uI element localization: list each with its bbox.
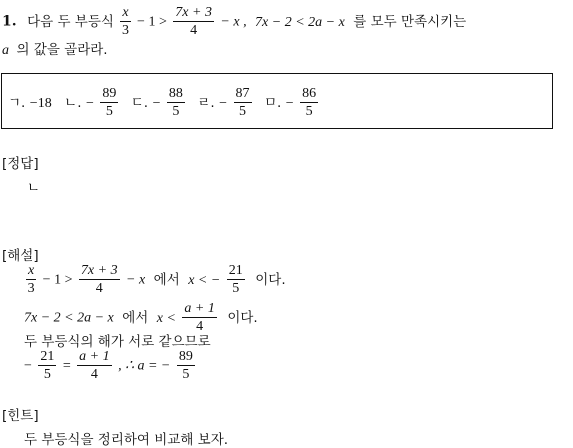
hint-header: [힌트] — [2, 408, 39, 424]
problem-line-2 — [2, 38, 108, 59]
ineq1-right-fraction: $\frac{7x + 3}{4}$ — [175, 5, 212, 38]
answer-header: [정답] — [2, 156, 39, 172]
ineq1-middle: − 1 > — [137, 14, 167, 30]
problem-line-1 — [2, 4, 466, 39]
choice-4: ㄹ. − $\frac{87}{5}$ — [197, 86, 250, 119]
problem-var-a: a — [2, 43, 9, 58]
problem-number: 1. — [2, 13, 17, 30]
ineq2: 7x − 2 < 2a − x — [255, 14, 345, 30]
solution-line-2: 7x − 2 < 2a − x 에서 x < $\frac{a + 1}{4}$ 이다. — [24, 301, 258, 334]
solution-line-3: 두 부등식의 해가 서로 같으므로 — [24, 334, 211, 350]
problem-ask-1: 를 모두 만족시키는 — [353, 13, 467, 30]
problem-ask-2: 의 값을 골라라. — [16, 42, 108, 58]
problem-lead: 다음 두 부등식 — [27, 13, 114, 30]
choice-2: ㄴ. − $\frac{89}{5}$ — [64, 86, 117, 119]
answer-value: ㄴ — [27, 180, 41, 196]
choices-row — [8, 85, 320, 120]
solution-line-1: $\frac{x}{3}$ − 1 > $\frac{7x + 3}{4}$ − x 에서 x < − $\frac{21}{5}$ 이다. — [27, 263, 286, 296]
choice-3: ㄷ. − $\frac{88}{5}$ — [130, 86, 183, 119]
ineq1-left-fraction: $\frac{x}{3}$ — [121, 5, 129, 38]
solution-header: [해설] — [2, 248, 39, 264]
ineq1-tail: − x , — [220, 14, 247, 30]
solution-line-4: − $\frac{21}{5}$ = $\frac{a + 1}{4}$ , ∴ a = − $\frac{89}{5}$ — [24, 349, 193, 382]
hint-text: 두 부등식을 정리하여 비교해 보자. — [24, 432, 229, 448]
choice-5: ㅁ. − $\frac{86}{5}$ — [263, 86, 317, 119]
choice-1: ㄱ. −18 — [8, 94, 52, 111]
